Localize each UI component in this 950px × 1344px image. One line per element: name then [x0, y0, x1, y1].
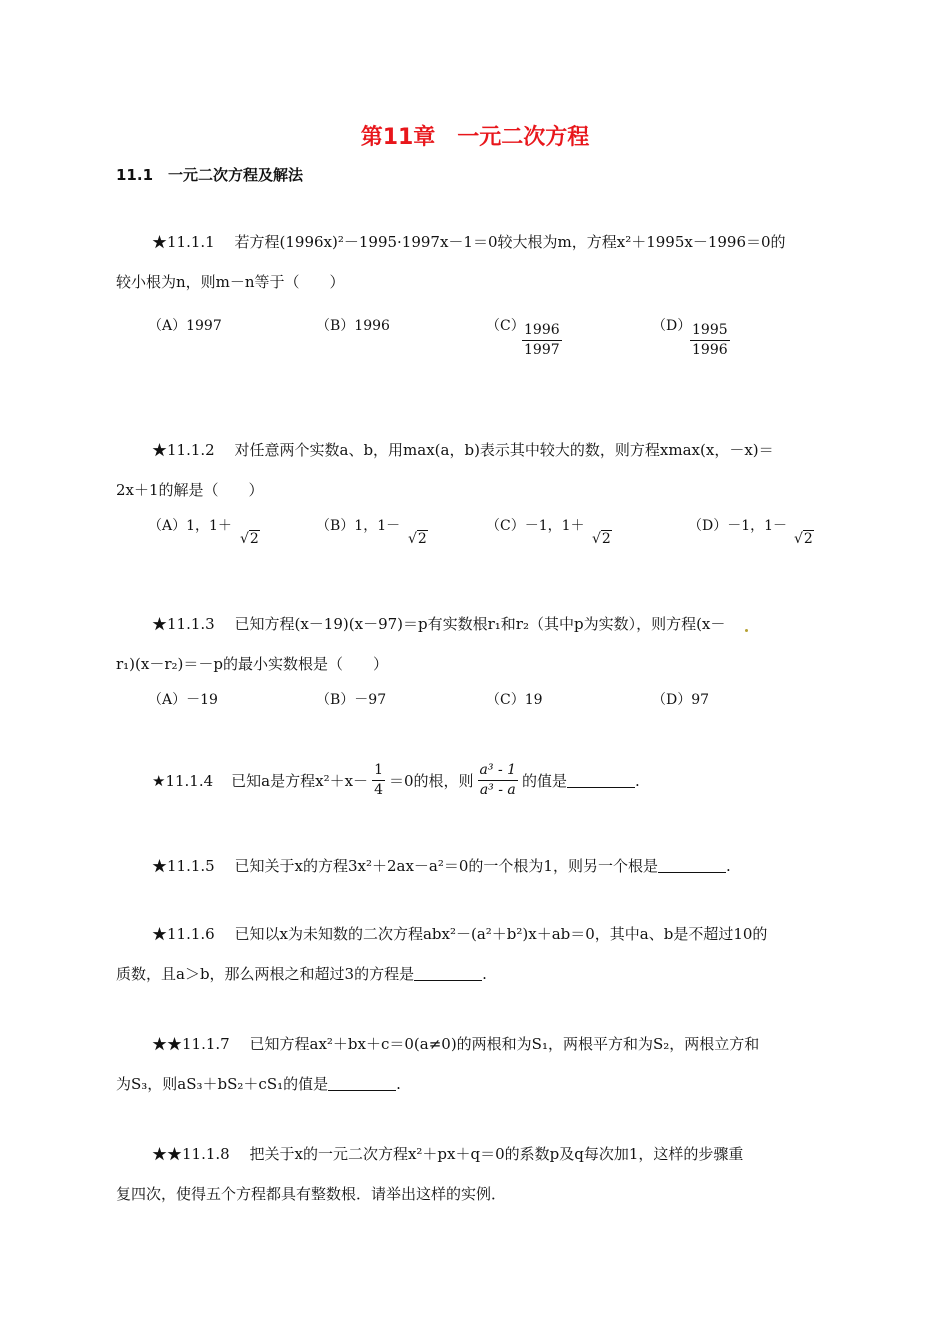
problem-text: r₁)(x－r₂)＝－p的最小实数根是（ ） [116, 655, 388, 673]
period: . [482, 965, 487, 983]
fraction-numerator: a³ - 1 [478, 762, 519, 781]
fraction [522, 322, 562, 359]
fraction-denominator: 4 [374, 782, 383, 798]
radicand: 2 [601, 531, 611, 547]
option-a: （A）－19 [148, 692, 218, 708]
ink-speck [745, 629, 748, 632]
problem-text: 的值是 [522, 771, 568, 790]
problem-text: 已知关于x的方程3x²＋2ax－a²＝0的一个根为1，则另一个根是 [234, 857, 658, 875]
problem-11-1-4 [152, 762, 640, 799]
option-label: （D） [652, 318, 692, 334]
problem-text: ＝0的根，则 [388, 771, 474, 790]
problem-line [116, 1074, 401, 1094]
option-d: （D）－1，1－ [688, 518, 788, 534]
period: . [635, 771, 640, 790]
sqrt: √2 [794, 531, 813, 547]
problem-number: ★11.1.2 [152, 441, 215, 459]
problem-number: ★11.1.5 [152, 857, 215, 875]
option-b: （B）－97 [316, 692, 387, 708]
problem-line [152, 440, 774, 460]
problem-text: 2x＋1的解是（ ） [116, 481, 264, 499]
problem-text: 把关于x的一元二次方程x²＋px＋q＝0的系数p及q每次加1，这样的步骤重 [249, 1145, 744, 1163]
fraction [690, 322, 730, 359]
option-c: （C）－1，1＋ [486, 518, 585, 534]
radicand: 2 [249, 531, 259, 547]
fraction-numerator: 1996 [522, 322, 562, 341]
sqrt: √2 [408, 531, 427, 547]
problem-text: 已知方程(x－19)(x－97)＝p有实数根r₁和r₂（其中p为实数），则方程(x－ [234, 615, 726, 633]
problem-text: 若方程(1996x)²－1995·1997x－1＝0较大根为m，方程x²＋1995x－1996＝0的 [234, 233, 786, 251]
problem-11-1-5 [152, 856, 731, 876]
answer-blank [328, 1076, 396, 1091]
problem-text: 已知方程ax²＋bx＋c＝0(a≠0)的两根和为S₁，两根平方和为S₂，两根立方和 [249, 1035, 760, 1053]
problem-number: ★11.1.6 [152, 925, 215, 943]
fraction-denominator: 1997 [524, 342, 560, 358]
problem-text: 复四次，使得五个方程都具有整数根．请举出这样的实例． [116, 1185, 507, 1203]
option-c [486, 316, 525, 336]
problem-text: 质数，且a＞b，那么两根之和超过3的方程是 [116, 965, 415, 983]
chapter-title: 第11章 一元二次方程 [360, 125, 590, 150]
fraction-numerator: 1 [372, 762, 385, 781]
option-d [652, 316, 691, 336]
option-d: （D）97 [652, 692, 710, 708]
problem-text: 较小根为n，则m－n等于（ ） [116, 273, 345, 291]
period: . [725, 857, 731, 875]
fraction-denominator: 1996 [692, 342, 728, 358]
problem-number: ★11.1.3 [152, 615, 215, 633]
option-b: （B）1，1－ [316, 518, 401, 534]
fraction-denominator: a³ - a [479, 782, 516, 798]
problem-text: 对任意两个实数a、b，用max(a，b)表示其中较大的数，则方程xmax(x，－x)＝ [234, 441, 774, 459]
problem-line [152, 232, 786, 252]
answer-blank [414, 966, 482, 981]
problem-line [152, 614, 725, 634]
option-c: （C）19 [486, 692, 543, 708]
problem-number: ★11.1.1 [152, 233, 215, 251]
problem-number: ★★11.1.7 [152, 1035, 230, 1053]
option-label: （C） [486, 318, 525, 334]
radicand: 2 [803, 531, 813, 547]
problem-line [152, 1144, 743, 1164]
option-a: （A）1，1＋ [148, 518, 232, 534]
problem-line [116, 964, 487, 984]
problem-number: ★★11.1.8 [152, 1145, 230, 1163]
radicand: 2 [417, 531, 427, 547]
option-b: （B）1996 [316, 318, 390, 334]
answer-blank [567, 773, 635, 788]
sqrt: √2 [592, 531, 611, 547]
problem-text: 为S₃，则aS₃＋bS₂＋cS₁的值是 [116, 1075, 329, 1093]
problem-line [152, 924, 767, 944]
sqrt: √2 [240, 531, 259, 547]
problem-text: 已知以x为未知数的二次方程abx²－(a²＋b²)x＋ab＝0，其中a、b是不超过10的 [234, 925, 768, 943]
answer-blank [658, 858, 726, 873]
problem-text: 已知a是方程x²＋x－ [231, 771, 369, 790]
section-title: 11.1 一元二次方程及解法 [116, 166, 304, 184]
problem-number: ★11.1.4 [152, 771, 214, 790]
option-a: （A）1997 [148, 318, 222, 334]
fraction-numerator: 1995 [690, 322, 730, 341]
problem-line [152, 1034, 759, 1054]
period: . [396, 1075, 401, 1093]
